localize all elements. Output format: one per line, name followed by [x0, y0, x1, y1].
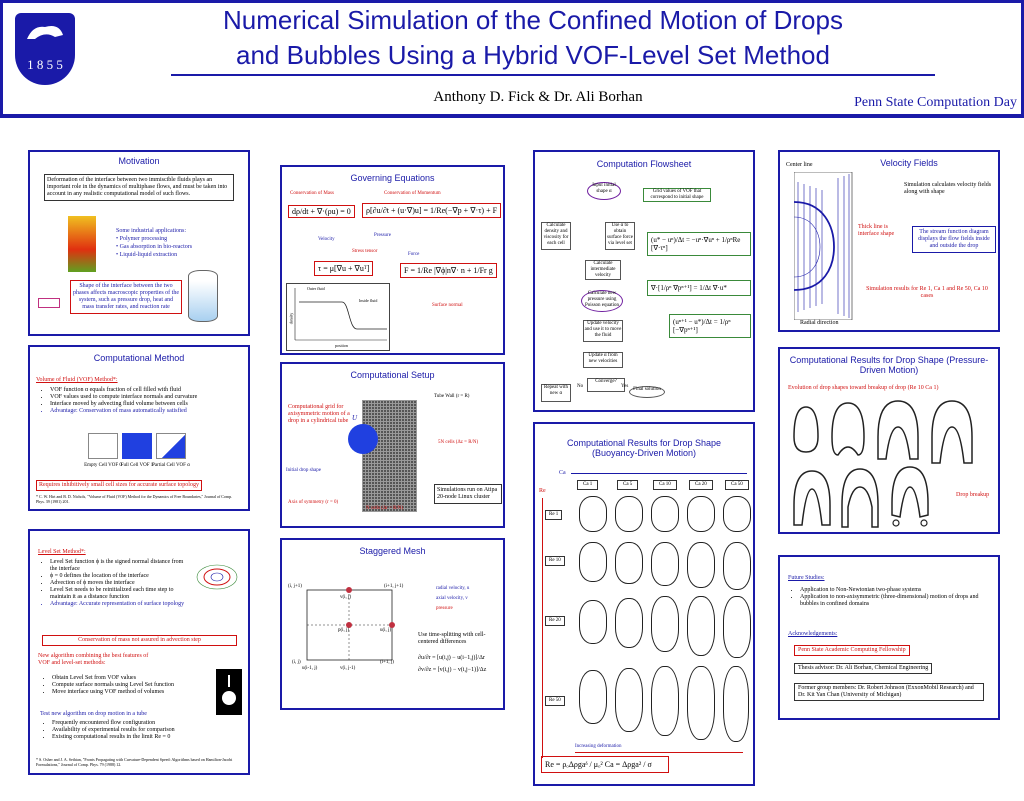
future-panel [778, 555, 1000, 720]
cell-label-partial: Partial Cell VOF α [152, 463, 190, 468]
node-label: v(i, j-1) [340, 666, 356, 671]
node-label: u(i, j) [380, 628, 392, 633]
node-label: p(i, j) [338, 628, 350, 633]
flow-calc-pressure: Calculate new pressure using Poisson equation [581, 290, 623, 312]
event-name: Penn State Computation Day [854, 95, 1017, 110]
sim-calculates-text: Simulation calculates velocity fields along with shape [904, 182, 992, 195]
pressure-title: Computational Results for Drop Shape (Pressure-Driven Motion) [789, 355, 989, 375]
time-splitting-note: Use time-splitting with cell-centered differences [418, 632, 486, 645]
method-title: Computational Method [93, 353, 185, 363]
partial-cell [156, 433, 186, 459]
beaker-image [188, 270, 218, 322]
test-bullet: • Availability of experimental results for comparison [52, 727, 242, 734]
flow-final: Final solution [629, 386, 665, 398]
nr-label: N cells (Δr = R/N) [366, 506, 404, 511]
vof-bullet: • VOF values used to compute interface normals and curvature [50, 394, 245, 401]
flow-input: Input initial shape α [587, 182, 621, 200]
flow-use-alpha: Use α to obtain surface force via level set [605, 222, 635, 250]
ca-arrow [571, 473, 747, 474]
grid-mesh [362, 400, 417, 512]
axis-label: Axis of symmetry (r = 0) [288, 500, 339, 505]
drop-shape [723, 596, 751, 658]
stress-equation: τ = μ[∇u + ∇uᵀ] [314, 261, 373, 276]
drop-shape [579, 670, 607, 724]
density-plot [286, 283, 390, 351]
drop-shape [723, 496, 751, 532]
surface-normal-label: Surface normal [432, 303, 463, 308]
method-ref: * C. W. Hirt and B. D. Nichols, "Volume of Fluid (VOF) Method for the Dynamics of Free Boundaries," Journal of Comp. Phys. 39 (1981) 201. [36, 494, 233, 504]
drop-shape [615, 542, 643, 584]
drop-shape [687, 542, 715, 588]
stress-label: Stress tensor [352, 249, 378, 254]
density-curve [287, 284, 391, 352]
drop-shape [579, 600, 607, 644]
empty-cell [88, 433, 118, 459]
ack-fellowship: Penn State Academic Computing Fellowship [794, 645, 910, 656]
future-bullets [790, 587, 990, 608]
flow-calc-density: Calculate density and viscosity for each cell [541, 222, 571, 250]
buoyancy-panel [533, 422, 755, 786]
initial-shape-label: Initial drop shape [286, 468, 321, 473]
velocity-U-label: U [352, 414, 358, 422]
re-header: Re 50 [545, 696, 565, 706]
new-bullet: • Compute surface normals using Level Set function [52, 682, 222, 689]
legend-radial: radial velocity, u [436, 586, 470, 591]
staggered-title: Staggered Mesh [359, 546, 426, 556]
new-bullet: • Move interface using VOF method of volumes [52, 689, 222, 696]
flow-calc-velocity: Calculate intermediate velocity [585, 260, 621, 280]
velocity-update-equation: (uⁿ⁺¹ − u*)/Δt = 1/ρⁿ [−∇pⁿ⁺¹] [669, 314, 751, 338]
motivation-text: Deformation of the interface between two immiscible fluids plays an important role in the dynamics of multiphase flows, and must be taken into account in any realistic computational model of such flows. [44, 174, 234, 201]
new-algorithm-bullets [42, 675, 222, 696]
cell-label-full: Full Cell VOF 1 [120, 463, 154, 468]
vof-advantage: • Advantage: Conservation of mass automatically satisfied [50, 408, 245, 415]
mass-label: Conservation of Mass [290, 191, 334, 196]
level-set-contours [195, 563, 240, 591]
poster-header [0, 0, 1024, 118]
increasing-deformation-label: Increasing deformation [575, 744, 622, 749]
governing-panel [280, 165, 505, 355]
drop-shape [579, 542, 607, 582]
drop-in-tube-diagram [216, 669, 242, 715]
drop-shape [651, 542, 679, 586]
mass-warning: Conservation of mass not assured in advection step [42, 635, 237, 646]
ncells-label: 5N cells (Δz = R/N) [438, 440, 479, 445]
drop-shape [687, 596, 715, 656]
ca-header: Ca 20 [689, 480, 713, 490]
vof-bullets [40, 387, 245, 415]
full-cell [122, 433, 152, 459]
vof-bullet: • VOF function α equals fraction of cell filled with fluid [50, 387, 245, 394]
density-axis-label: density [288, 312, 294, 325]
ls-advantage: • Advantage: Accurate representation of surface topology [50, 601, 190, 608]
motivation-panel [28, 150, 250, 336]
velocity-title: Velocity Fields [880, 158, 938, 168]
node-label: u(i-1, j) [302, 666, 318, 671]
setup-title: Computational Setup [350, 370, 435, 380]
drop-shape [651, 666, 679, 736]
ack-advisor: Thesis advisor: Dr. Ali Borhan, Chemical Engineering [794, 663, 932, 674]
geometry-label: Computational grid for axisymmetric motion of a drop in a cylindrical tube [288, 404, 350, 424]
penn-state-logo [15, 13, 75, 85]
ca-header: Ca 5 [617, 480, 638, 490]
legend-axial: axial velocity, v [436, 596, 468, 601]
momentum-equation: ρ[∂u/∂t + (u·∇)u] = 1/Re(−∇p + ∇·τ) + F [362, 203, 501, 218]
method-panel [28, 345, 250, 511]
ls-bullet: • ϕ = 0 defines the location of the interface [50, 573, 190, 580]
difference-equations: ∂u/∂r = [u(i,j) − u(i−1,j)]/Δr ∂v/∂z = [v(i,j) − v(i,j−1)]/Δz [418, 655, 487, 673]
inside-fluid-label: Inside fluid [359, 298, 378, 303]
requires-box: Requires inhibitively small cell sizes for accurate surface topology [36, 480, 202, 491]
buoyancy-title: Computational Results for Drop Shape (Buoyancy-Driven Motion) [566, 438, 722, 458]
radial-direction-label: Radial direction [800, 320, 839, 326]
future-bullet: • Application to Non-Newtonian two-phase systems [800, 587, 990, 594]
node-label: (i+1, j+1) [384, 584, 404, 589]
dimensionless-formula: Re = ρₒΔρgaᵟ / μₒ² Ca = Δρga² / σ [541, 756, 669, 773]
cell-label-empty: Empty Cell VOF 0 [84, 463, 122, 468]
initial-drop [348, 424, 378, 454]
velocity-label: Velocity [318, 237, 335, 242]
flow-no-label: No [577, 384, 584, 389]
test-bullet: • Existing computational results in the limit Re = 0 [52, 734, 242, 741]
drop-shape [615, 496, 643, 532]
results-caption: Simulation results for Re 1, Ca 1 and Re 50, Ca 10 cases [866, 286, 988, 299]
node-label: (i+1, j) [380, 660, 394, 665]
title-line-2: and Bubbles Using a Hybrid VOF-Level Set Method [236, 40, 830, 70]
levelset-bullets [40, 559, 190, 608]
drop-breakup-label: Drop breakup [956, 492, 990, 498]
drop-shape [723, 666, 749, 742]
center-line-label: Center line [786, 162, 813, 168]
title-line-1: Numerical Simulation of the Confined Motion of Drops [223, 5, 843, 35]
pressure-panel [778, 347, 1000, 534]
re-header: Re 1 [545, 510, 562, 520]
deformation-arrow [575, 752, 743, 753]
app-1: • Polymer processing [116, 236, 168, 242]
momentum-step-equation: (u* − uⁿ)/Δt = −uⁿ·∇uⁿ + 1/ρⁿRe [∇·τⁿ] [647, 232, 751, 256]
force-equation: F = 1/Re |∇ϕ|n∇· n + 1/Fr g [400, 263, 497, 278]
new-bullet: • Obtain Level Set from VOF values [52, 675, 222, 682]
governing-title: Governing Equations [350, 173, 435, 183]
vof-title: Volume of Fluid (VOF) Method*: [36, 377, 118, 383]
node-label: v(i, j) [340, 595, 352, 600]
position-axis-label: position [335, 343, 348, 348]
drop-shape [579, 496, 607, 532]
thick-line-label: Thick line is interface shape [858, 224, 895, 237]
staggered-panel [280, 538, 505, 710]
test-bullets [42, 720, 242, 741]
poisson-equation: ∇·[1/ρⁿ ∇pⁿ⁺¹] = 1/Δt ∇·u* [647, 280, 751, 296]
re-arrow [542, 498, 543, 758]
flame-image [68, 216, 96, 272]
momentum-label: Conservation of Momentum [384, 191, 441, 196]
mass-equation: dρ/dt + ∇·(ρu) = 0 [288, 205, 355, 218]
drop-shape [723, 542, 751, 590]
ca-header: Ca 1 [577, 480, 598, 490]
flowsheet-panel [533, 150, 755, 412]
test-title: Test new algorithm on drop motion in a tube [40, 711, 147, 717]
outer-fluid-label: Outer fluid [307, 286, 325, 291]
flow-repeat: Repeat with new α [541, 384, 571, 402]
re-axis-label: Re [539, 488, 546, 494]
apps-title: Some industrial applications: [116, 228, 186, 234]
future-title: Future Studies: [788, 575, 825, 581]
title-underline [171, 74, 935, 76]
test-bullet: • Frequently encountered flow configuration [52, 720, 242, 727]
re-header: Re 20 [545, 616, 565, 626]
wall-label: Tube Wall (r = R) [434, 394, 470, 399]
flow-yes-label: Yes [621, 384, 629, 389]
app-3: • Liquid-liquid extraction [116, 252, 178, 258]
flow-grid-note: Grid values of VOF that correspond to initial shape [643, 188, 711, 202]
ca-axis-label: Ca [559, 470, 566, 476]
force-label: Force [408, 252, 420, 257]
flow-update-alpha: Update α from new velocities [583, 352, 623, 368]
ls-bullet: • Level Set needs to be reinitialized each time step to maintain it as a distance function [50, 587, 190, 601]
app-2: • Gas absorption in bio-reactors [116, 244, 193, 250]
flowsheet-title: Computation Flowsheet [596, 159, 692, 169]
flow-converge: Converge? [587, 378, 625, 392]
lion-icon [25, 21, 65, 43]
pressure-label: Pressure [374, 233, 391, 238]
drop-shape [687, 666, 715, 740]
drop-shape [615, 598, 643, 648]
legend-pressure: pressure [436, 606, 453, 611]
drop-shape [651, 596, 679, 652]
vof-bullet: • Interface moved by advecting fluid volume between cells [50, 401, 245, 408]
motivation-title: Motivation [118, 156, 160, 166]
drop-evolution-shapes [788, 397, 994, 529]
stream-function-box: The stream function diagram displays the flow fields inside and outside the drop [912, 226, 996, 253]
new-algorithm-title: New algorithm combining the best features of VOF and level-set methods: [38, 653, 149, 666]
pressure-subtitle: Evolution of drop shapes toward breakup of drop (Re 10 Ca 1) [788, 385, 939, 391]
streamline-plot [794, 172, 854, 320]
logo-year: 1 8 5 5 [27, 57, 63, 72]
drop-shape [687, 496, 715, 532]
levelset-panel [28, 529, 250, 775]
future-bullet: • Application to non-axisymmetric (three-dimensional) motion of drops and bubbles in confined domains [800, 594, 990, 608]
shape-text: Shape of the interface between the two phases affects macroscopic properties of the system, such as pressure drop, heat and mass transfer rates, and reaction rate [70, 280, 182, 314]
sim-cluster: Simulations run on Atipa 20-node Linux cluster [434, 484, 502, 504]
authors: Anthony D. Fick & Dr. Ali Borhan [433, 89, 643, 105]
levelset-title: Level Set Method*: [38, 549, 86, 555]
ack-group: Former group members: Dr. Robert Johnson (ExxonMobil Research) and Dr. Kit Yan Chan (University of Michigan) [794, 683, 984, 701]
staggered-grid [292, 580, 402, 670]
drop-shape [651, 496, 679, 532]
node-label: (i, j+1) [288, 584, 302, 589]
node-label: (i, j) [292, 660, 301, 665]
ca-header: Ca 50 [725, 480, 749, 490]
flow-update-velocity: Update velocity and use it to move the fluid [583, 320, 623, 342]
velocity-panel [778, 150, 1000, 332]
re-header: Re 10 [545, 556, 565, 566]
setup-panel [280, 362, 505, 528]
arrow-icon [38, 298, 60, 308]
ack-title: Acknowledgements: [788, 631, 838, 637]
drop-shape [615, 668, 643, 732]
levelset-ref: * S. Osher and J. A. Sethian, "Fronts Propagating with Curvature-Dependent Speed: Algorithms based on Hamilton-Jacobi Formulations," Journal of Comp. Phys. 79 (1988) 12. [36, 757, 233, 767]
ls-bullet: • Advection of ϕ moves the interface [50, 580, 190, 587]
ls-bullet: • Level Set function ϕ is the signed normal distance from the interface [50, 559, 190, 573]
ca-header: Ca 10 [653, 480, 677, 490]
